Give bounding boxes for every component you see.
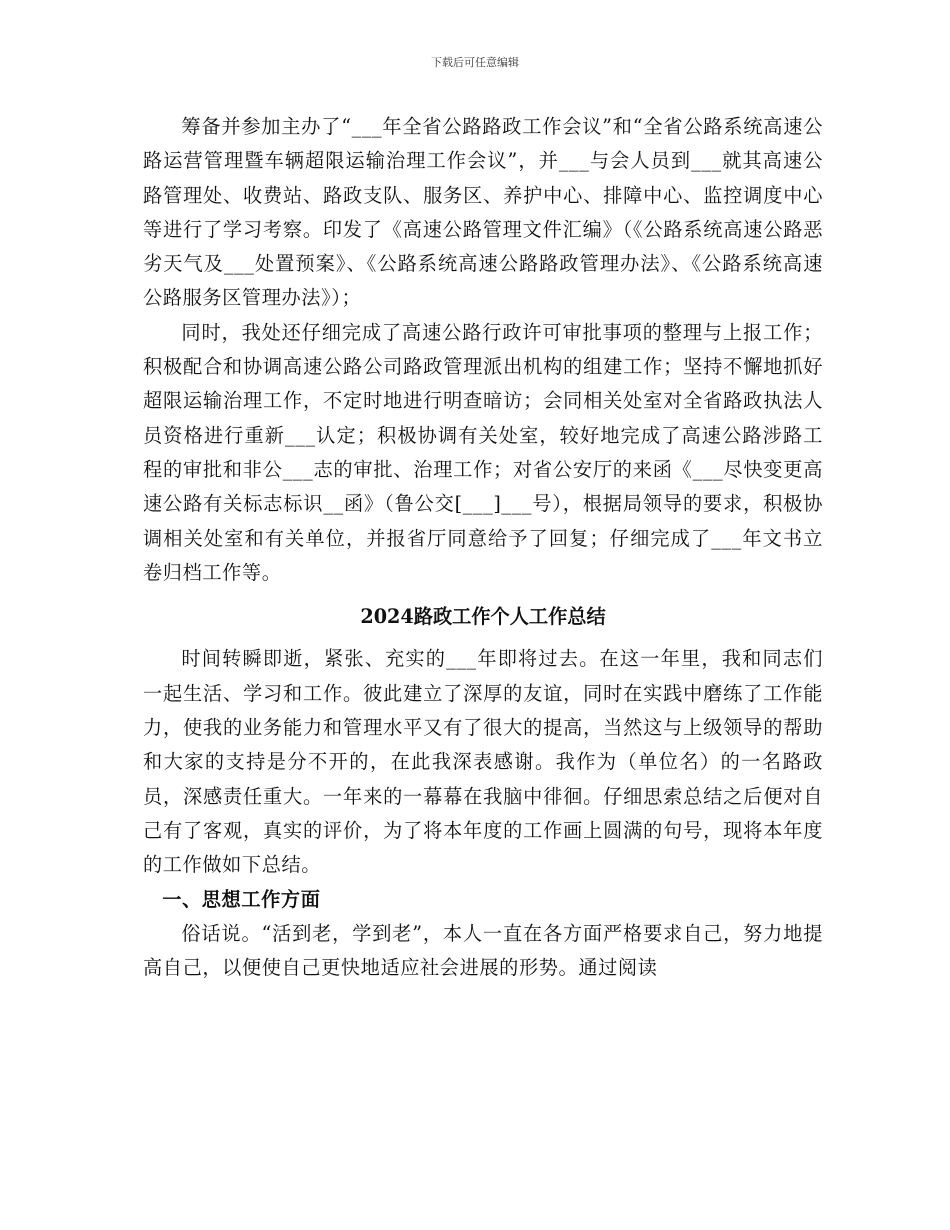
document-title: 2024路政工作个人工作总结 bbox=[360, 605, 606, 629]
section-heading-ideology: 一、思想工作方面 bbox=[162, 887, 321, 911]
document-body bbox=[143, 110, 823, 985]
paragraph-meetings: 筹备并参加主办了“___年全省公路路政工作会议”和“全省公路系统高速公路运营管理暨车辆超限运输治理工作会议”，并___与会人员到___就其高速公路管理处、收费站、路政支队、服务区、养护中心、排障中心、监控调度中心等进行了学习考察。印发了《高速公路管理文件汇编》（《公路系统高速公路恶劣天气及___处置预案》、《公路系统高速公路路政管理办法》、《公路系统高速公路服务区管理办法》）； bbox=[143, 115, 823, 310]
paragraph-other-work: 同时，我处还仔细完成了高速公路行政许可审批事项的整理与上报工作；积极配合和协调高速公路公司路政管理派出机构的组建工作；坚持不懈地抓好超限运输治理工作，不定时地进行明查暗访；会同相关处室对全省路政执法人员资格进行重新___认定；积极协调有关处室，较好地完成了高速公路涉路工程的审批和非公___志的审批、治理工作；对省公安厅的来函《___尽快变更高速公路有关标志标识__函》（鲁公交[___]___号），根据局领导的要求，积极协调相关处室和有关单位，并报省厅同意给予了回复；仔细完成了___年文书立卷归档工作等。 bbox=[143, 320, 823, 584]
page-header-note: 下载后可任意编辑 bbox=[431, 56, 519, 69]
paragraph-ideology: 俗话说。“活到老，学到老”，本人一直在各方面严格要求自己，努力地提高自己，以便使自己更快地适应社会进展的形势。通过阅读 bbox=[143, 921, 823, 980]
paragraph-intro: 时间转瞬即逝，紧张、充实的___年即将过去。在这一年里，我和同志们一起生活、学习和工作。彼此建立了深厚的友谊，同时在实践中磨练了工作能力，使我的业务能力和管理水平又有了很大的提高，当然这与上级领导的帮助和大家的支持是分不开的，在此我深表感谢。我作为（单位名）的一名路政员，深感责任重大。一年来的一幕幕在我脑中徘徊。仔细思索总结之后便对自己有了客观，真实的评价，为了将本年度的工作画上圆满的句号，现将本年度的工作做如下总结。 bbox=[143, 647, 823, 877]
